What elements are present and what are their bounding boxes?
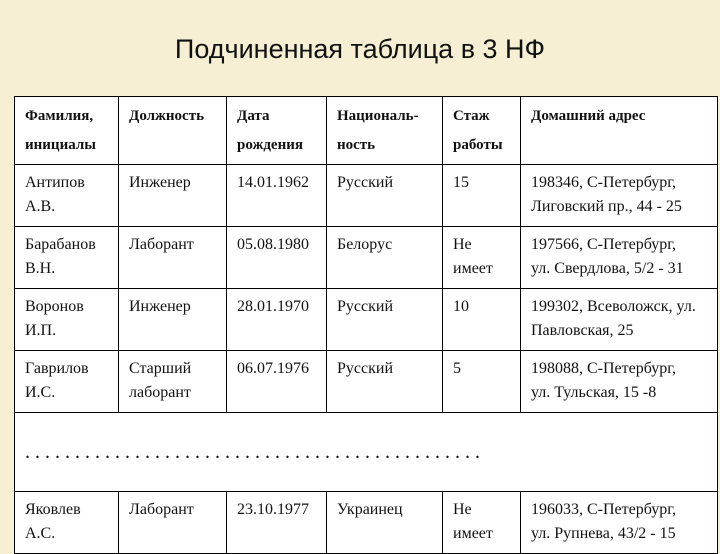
cell-experience: Не имеет	[443, 492, 521, 554]
cell-experience: 10	[443, 289, 521, 351]
table-header-row	[15, 97, 718, 165]
cell-nationality: Русский	[327, 165, 443, 227]
cell-address: 197566, С-Петербург, ул. Свердлова, 5/2 - 31	[521, 227, 718, 289]
cell-experience: 15	[443, 165, 521, 227]
column-header-experience: Стаж работы	[443, 97, 521, 165]
cell-nationality: Украинец	[327, 492, 443, 554]
table-row	[15, 351, 718, 413]
employee-table	[14, 96, 718, 554]
cell-experience: Не имеет	[443, 227, 521, 289]
cell-name: Воронов И.П.	[15, 289, 119, 351]
cell-position: Инженер	[119, 165, 227, 227]
cell-birthdate: 05.08.1980	[227, 227, 327, 289]
cell-address: 198346, С-Петербург, Лиговский пр., 44 - 25	[521, 165, 718, 227]
cell-nationality: Русский	[327, 289, 443, 351]
cell-birthdate: 06.07.1976	[227, 351, 327, 413]
page-title: Подчиненная таблица в 3 НФ	[174, 34, 546, 64]
cell-nationality: Белорус	[327, 227, 443, 289]
cell-name: Барабанов В.Н.	[15, 227, 119, 289]
column-header-address: Домашний адрес	[521, 97, 718, 165]
table-row	[15, 165, 718, 227]
cell-name: Яковлев А.С.	[15, 492, 119, 554]
table-row	[15, 492, 718, 554]
column-header-birthdate: Дата рождения	[227, 97, 327, 165]
cell-address: 198088, С-Петербург, ул. Тульская, 15 -8	[521, 351, 718, 413]
ellipsis-row	[15, 413, 718, 492]
cell-nationality: Русский	[327, 351, 443, 413]
column-header-position: Должность	[119, 97, 227, 165]
cell-address: 199302, Всеволожск, ул. Павловская, 25	[521, 289, 718, 351]
cell-position: Лаборант	[119, 227, 227, 289]
cell-experience: 5	[443, 351, 521, 413]
cell-position: Инженер	[119, 289, 227, 351]
cell-name: Гаврилов И.С.	[15, 351, 119, 413]
ellipsis-dots: . . . . . . . . . . . . . . . . . . . . . . . . . . . . . . . . . . . . . . . . . . . . . .	[25, 441, 480, 463]
cell-address: 196033, С-Петербург, ул. Рупнева, 43/2 - 15	[521, 492, 718, 554]
cell-position: Старший лаборант	[119, 351, 227, 413]
table-row	[15, 289, 718, 351]
cell-birthdate: 14.01.1962	[227, 165, 327, 227]
cell-birthdate: 23.10.1977	[227, 492, 327, 554]
cell-position: Лаборант	[119, 492, 227, 554]
column-header-nationality: Националь- ность	[327, 97, 443, 165]
cell-name: Антипов А.В.	[15, 165, 119, 227]
column-header-name: Фамилия, инициалы	[15, 97, 119, 165]
cell-birthdate: 28.01.1970	[227, 289, 327, 351]
table-row	[15, 227, 718, 289]
